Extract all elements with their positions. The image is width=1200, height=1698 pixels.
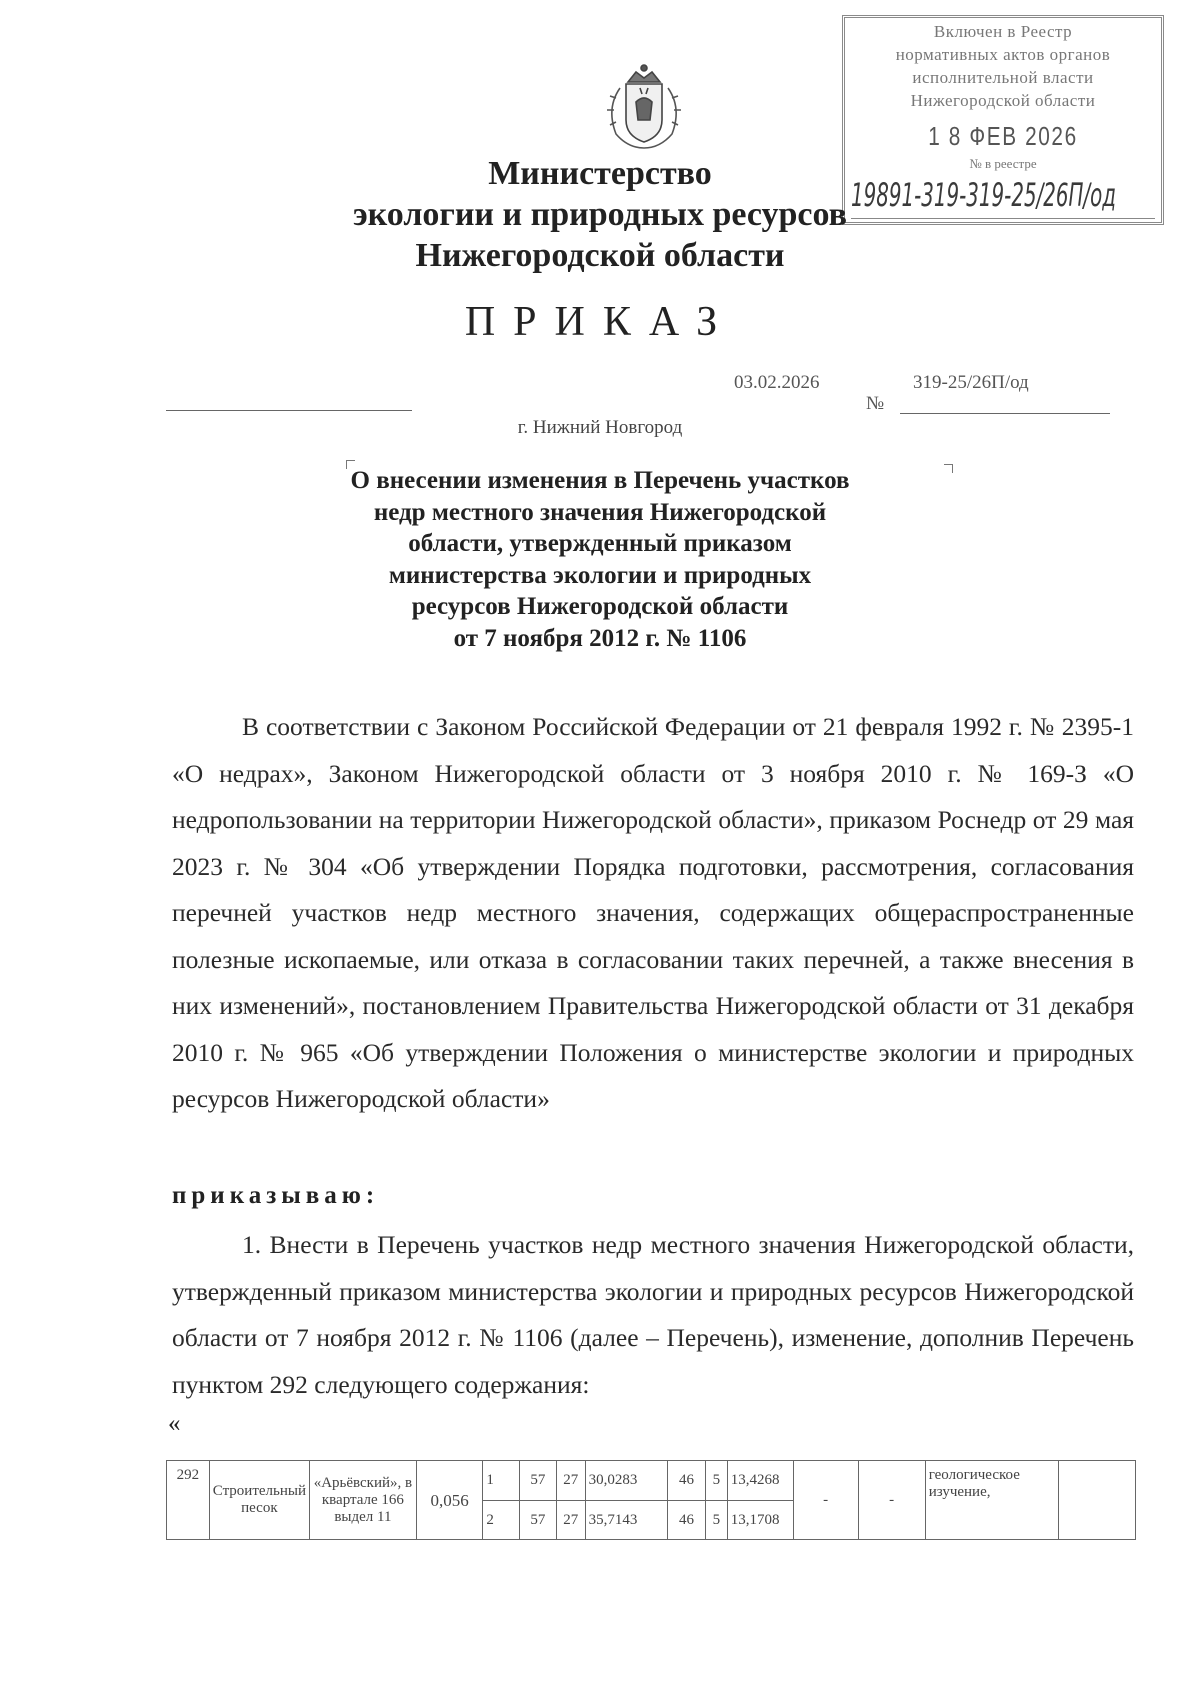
point-number: 1 (483, 1461, 520, 1501)
lat-degrees: 57 (520, 1501, 557, 1540)
document-type: ПРИКАЗ (464, 299, 736, 345)
title-line-4: министерства экологии и природных (388, 561, 812, 589)
number-sign: № (866, 393, 885, 414)
entry-number: 292 (167, 1461, 210, 1540)
order-number: 319-25/26П/од (913, 372, 1029, 393)
date-line-left (166, 410, 412, 411)
empty-cell (1059, 1461, 1136, 1540)
point-number: 2 (483, 1501, 520, 1540)
lat-seconds: 30,0283 (585, 1461, 668, 1501)
number-line (900, 413, 1110, 414)
stamp-line-2: нормативных актов органов (895, 45, 1111, 64)
ministry-name-line-2: экологии и природных ресурсов (352, 196, 848, 233)
title-line-5: ресурсов Нижегородской области (411, 593, 789, 620)
mineral-type: Строительный песок (209, 1461, 309, 1540)
site-area: 0,056 (416, 1461, 483, 1540)
city: г. Нижний Новгород (517, 417, 683, 438)
lat-minutes: 27 (556, 1461, 585, 1501)
dash-cell-2: - (858, 1461, 925, 1540)
coat-of-arms-emblem (598, 58, 690, 154)
stamp-date: 1 8 ФЕВ 2026 (928, 121, 1078, 151)
title-corner-right (944, 464, 953, 473)
registry-stamp (842, 15, 1164, 225)
stamp-line-1: Включен в Реестр (933, 22, 1073, 41)
stamp-reg-number: 19891-319-319-25/26П/од (851, 176, 1116, 214)
lon-minutes: 5 (705, 1461, 727, 1501)
lon-minutes: 5 (705, 1501, 727, 1540)
ministry-name-line-3: Нижегородской области (415, 237, 785, 274)
title-line-2: недр местного значения Нижегородской (373, 498, 827, 526)
dash-cell-1: - (793, 1461, 858, 1540)
lon-degrees: 46 (668, 1501, 706, 1540)
lat-degrees: 57 (520, 1461, 557, 1501)
preamble-paragraph: В соответствии с Законом Российской Федерации от 21 февраля 1992 г. № 2395-1 «О недрах», Законом Нижегородской области от 3 ноября 2010 г. № 169-З «О недропользовании на территории Нижегородской области», приказом Роснедр от 29 мая 2023 г. № 304 «Об утверждении Порядка подготовки, рассмотрения, согласования перечней участков недр местного значения, содержащих общераспространенные полезные ископаемые, или отказа в согласовании таких перечней, а также внесения в них изменений», постановлением Правительства Нижегородской области от 31 декабря 2010 г. № 965 «Об утверждении Положения о министерстве экологии и природных ресурсов Нижегородской области» (172, 712, 1134, 1113)
stamp-line-3: исполнительной власти (912, 68, 1094, 87)
lon-degrees: 46 (668, 1461, 706, 1501)
stamp-line-4: Нижегородской области (910, 91, 1096, 110)
open-quote: « (168, 1410, 181, 1437)
lon-seconds: 13,4268 (727, 1461, 793, 1501)
lon-seconds: 13,1708 (727, 1501, 793, 1540)
order-date: 03.02.2026 (734, 372, 820, 393)
stamp-reg-label: № в реестре (969, 156, 1037, 171)
title-line-3: области, утвержденный приказом (408, 530, 792, 557)
purpose: геологическое изучение, (925, 1461, 1058, 1540)
item-1-paragraph: 1. Внести в Перечень участков недр местного значения Нижегородской области, утвержденный приказом министерства экологии и природных ресурсов Нижегородской области от 7 ноября 2012 г. № 1106 (далее – Перечень), изменение, дополнив Перечень пунктом 292 следующего содержания: (172, 1230, 1134, 1399)
order-word: приказываю: (172, 1182, 380, 1209)
lat-minutes: 27 (556, 1501, 585, 1540)
inserted-entry-table (166, 1460, 1136, 1540)
site-name: «Арьёвский», в квартале 166 выдел 11 (310, 1461, 417, 1540)
title-line-6: от 7 ноября 2012 г. № 1106 (453, 624, 747, 652)
ministry-name-line-1: Министерство (488, 155, 712, 192)
title-line-1: О внесении изменения в Перечень участков (350, 467, 850, 494)
lat-seconds: 35,7143 (585, 1501, 668, 1540)
order-title (340, 465, 860, 654)
